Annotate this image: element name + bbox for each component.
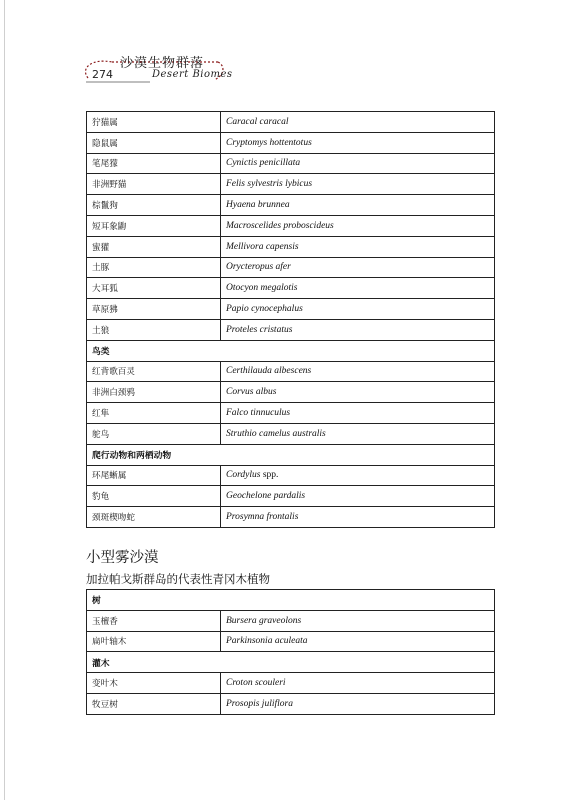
- table-row: [87, 174, 495, 195]
- scientific-name-cell: [221, 278, 495, 299]
- page-edge: [4, 0, 5, 800]
- common-name-cell: 大耳狐: [87, 278, 221, 299]
- scientific-name-cell: [221, 486, 495, 507]
- scientific-name-cell: [221, 195, 495, 216]
- scientific-name-cell: [221, 673, 495, 694]
- table-row: [87, 195, 495, 216]
- table-row: [87, 215, 495, 236]
- header-title-cn: 沙漠生物群落: [120, 56, 205, 71]
- scientific-name-cell: [221, 465, 495, 486]
- common-name-cell: 牧豆树: [87, 693, 221, 714]
- scientific-name-suffix: spp.: [260, 470, 279, 481]
- section-label: 树: [87, 590, 495, 611]
- scientific-name: Prosymna frontalis: [226, 512, 299, 523]
- table-row: [87, 423, 495, 444]
- scientific-name-cell: [221, 236, 495, 257]
- scientific-name: Proteles cristatus: [226, 324, 293, 335]
- common-name-cell: 棕鬣狗: [87, 195, 221, 216]
- table-row: [87, 278, 495, 299]
- table-row: [87, 382, 495, 403]
- table-row: [87, 319, 495, 340]
- header-title-en: Desert Biomes: [152, 69, 233, 80]
- scientific-name: Corvus albus: [226, 387, 277, 398]
- table-row: [87, 610, 495, 631]
- common-name-cell: 隐鼠属: [87, 132, 221, 153]
- common-name-cell: 土狼: [87, 319, 221, 340]
- scientific-name: Cynictis penicillata: [226, 158, 301, 169]
- section-heading: 小型雾沙漠: [86, 550, 159, 566]
- scientific-name-cell: [221, 153, 495, 174]
- section-label: 爬行动物和两栖动物: [87, 444, 495, 465]
- scientific-name-cell: [221, 382, 495, 403]
- common-name-cell: 鸵鸟: [87, 423, 221, 444]
- table-section-row: [87, 444, 495, 465]
- table-caption: 加拉帕戈斯群岛的代表性青冈木植物: [86, 572, 270, 586]
- common-name-cell: 笔尾獴: [87, 153, 221, 174]
- scientific-name: Hyaena brunnea: [226, 200, 290, 211]
- scientific-name: Felis sylvestris lybicus: [226, 179, 313, 190]
- scientific-name: Bursera graveolons: [226, 615, 302, 626]
- table-row: [87, 361, 495, 382]
- table-row: [87, 465, 495, 486]
- common-name-cell: 蜜獾: [87, 236, 221, 257]
- scientific-name: Otocyon megalotis: [226, 283, 298, 294]
- scientific-name: Falco tinnuculus: [226, 408, 291, 419]
- scientific-name: Cordylus: [226, 470, 261, 481]
- section-label: 鸟类: [87, 340, 495, 361]
- table-row: [87, 486, 495, 507]
- table-row: [87, 132, 495, 153]
- table-row: [87, 257, 495, 278]
- species-table-galapagos: [86, 589, 495, 715]
- header-ornament: [0, 0, 570, 90]
- page-number: 274: [92, 68, 113, 81]
- table-section-row: [87, 340, 495, 361]
- table-row: [87, 236, 495, 257]
- scientific-name: Papio cynocephalus: [226, 304, 303, 315]
- scientific-name-cell: [221, 257, 495, 278]
- scientific-name-cell: [221, 631, 495, 652]
- scientific-name: Macroscelides proboscideus: [226, 220, 334, 231]
- scientific-name: Geochelone pardalis: [226, 491, 306, 502]
- common-name-cell: 草原狒: [87, 299, 221, 320]
- common-name-cell: 豹龟: [87, 486, 221, 507]
- scientific-name: Parkinsonia aculeata: [226, 636, 308, 647]
- scientific-name: Mellivora capensis: [226, 241, 299, 252]
- scientific-name-cell: [221, 299, 495, 320]
- scientific-name-cell: [221, 507, 495, 528]
- scientific-name: Cryptomys hottentotus: [226, 137, 312, 148]
- common-name-cell: 土豚: [87, 257, 221, 278]
- table-row: [87, 403, 495, 424]
- scientific-name-cell: [221, 693, 495, 714]
- common-name-cell: 扁叶轴木: [87, 631, 221, 652]
- common-name-cell: 环尾蜥属: [87, 465, 221, 486]
- scientific-name-cell: [221, 361, 495, 382]
- common-name-cell: 红隼: [87, 403, 221, 424]
- common-name-cell: 短耳象鼩: [87, 215, 221, 236]
- common-name-cell: 红背歌百灵: [87, 361, 221, 382]
- table-section-row: [87, 590, 495, 611]
- scientific-name: Prosopis juliflora: [226, 698, 293, 709]
- scientific-name-cell: [221, 610, 495, 631]
- scientific-name-cell: [221, 112, 495, 133]
- table-row: [87, 112, 495, 133]
- scientific-name-cell: [221, 403, 495, 424]
- scientific-name-cell: [221, 423, 495, 444]
- scientific-name: Orycteropus afer: [226, 262, 291, 273]
- scientific-name: Croton scouleri: [226, 678, 286, 689]
- common-name-cell: 玉檀香: [87, 610, 221, 631]
- species-table-africa: [86, 111, 495, 528]
- scientific-name-cell: [221, 132, 495, 153]
- table-row: [87, 693, 495, 714]
- table-section-row: [87, 652, 495, 673]
- common-name-cell: 非洲白颈鸦: [87, 382, 221, 403]
- common-name-cell: 非洲野猫: [87, 174, 221, 195]
- table-row: [87, 153, 495, 174]
- scientific-name: Caracal caracal: [226, 116, 289, 127]
- scientific-name-cell: [221, 174, 495, 195]
- scientific-name-cell: [221, 215, 495, 236]
- table-row: [87, 673, 495, 694]
- table-row: [87, 507, 495, 528]
- table-row: [87, 299, 495, 320]
- scientific-name: Struthio camelus australis: [226, 428, 326, 439]
- running-header: [0, 0, 570, 90]
- scientific-name-cell: [221, 319, 495, 340]
- common-name-cell: 狞猫属: [87, 112, 221, 133]
- scientific-name: Certhilauda albescens: [226, 366, 312, 377]
- table-row: [87, 631, 495, 652]
- common-name-cell: 变叶木: [87, 673, 221, 694]
- common-name-cell: 颈斑楔吻蛇: [87, 507, 221, 528]
- section-label: 灌木: [87, 652, 495, 673]
